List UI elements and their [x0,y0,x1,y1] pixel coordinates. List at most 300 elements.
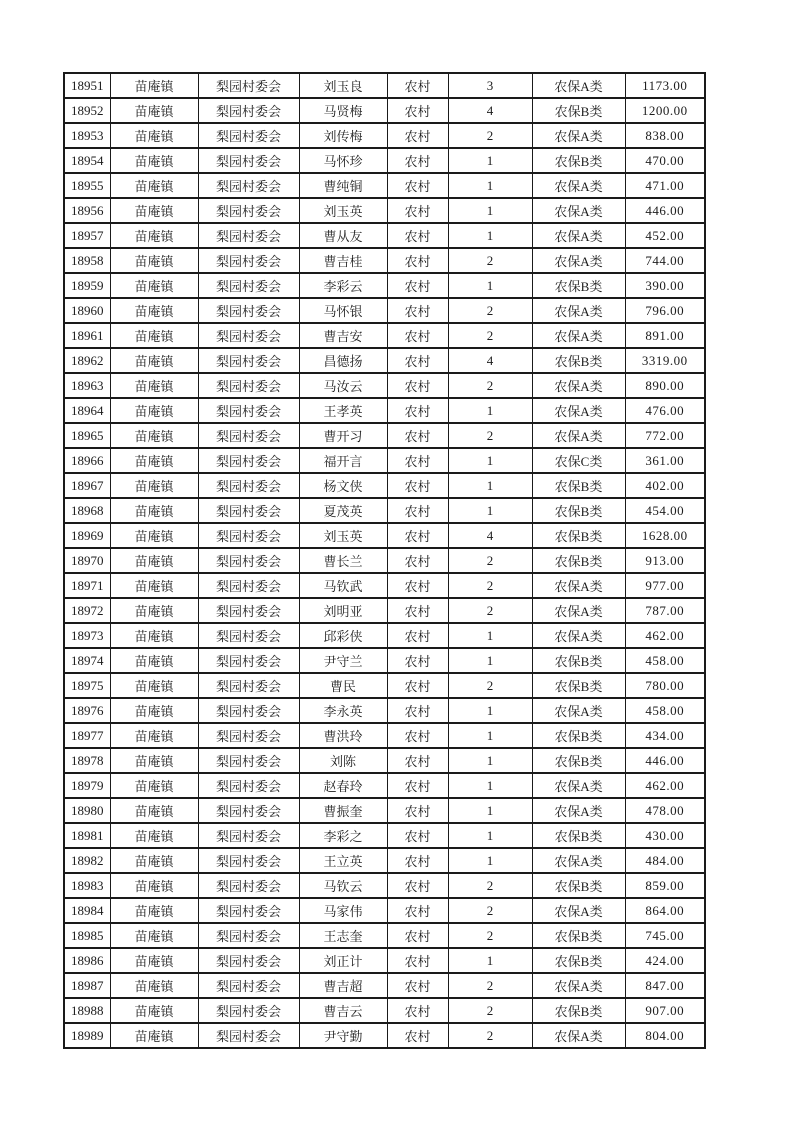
person-name-cell: 李永英 [299,698,387,723]
amount-cell: 476.00 [625,398,705,423]
town-cell: 苗庵镇 [110,598,198,623]
person-count-cell: 1 [448,748,532,773]
person-count-cell: 2 [448,923,532,948]
insurance-category-cell: 农保B类 [532,723,625,748]
village-committee-cell: 梨园村委会 [198,873,299,898]
household-type-cell: 农村 [387,598,448,623]
insurance-category-cell: 农保A类 [532,73,625,98]
serial-number-cell: 18958 [64,248,110,273]
town-cell: 苗庵镇 [110,373,198,398]
amount-cell: 907.00 [625,998,705,1023]
serial-number-cell: 18977 [64,723,110,748]
household-type-cell: 农村 [387,823,448,848]
table-row [64,323,705,348]
serial-number-cell: 18966 [64,448,110,473]
person-name-cell: 刘玉英 [299,198,387,223]
table-row [64,448,705,473]
person-count-cell: 1 [448,148,532,173]
amount-cell: 847.00 [625,973,705,998]
village-committee-cell: 梨园村委会 [198,398,299,423]
serial-number-cell: 18962 [64,348,110,373]
amount-cell: 859.00 [625,873,705,898]
town-cell: 苗庵镇 [110,823,198,848]
person-count-cell: 2 [448,248,532,273]
person-name-cell: 马家伟 [299,898,387,923]
person-count-cell: 2 [448,873,532,898]
person-name-cell: 刘正计 [299,948,387,973]
household-type-cell: 农村 [387,548,448,573]
household-type-cell: 农村 [387,923,448,948]
amount-cell: 3319.00 [625,348,705,373]
person-name-cell: 杨文侠 [299,473,387,498]
household-type-cell: 农村 [387,748,448,773]
village-committee-cell: 梨园村委会 [198,123,299,148]
household-type-cell: 农村 [387,348,448,373]
village-committee-cell: 梨园村委会 [198,598,299,623]
person-name-cell: 马钦云 [299,873,387,898]
serial-number-cell: 18980 [64,798,110,823]
town-cell: 苗庵镇 [110,798,198,823]
village-committee-cell: 梨园村委会 [198,548,299,573]
insurance-category-cell: 农保A类 [532,623,625,648]
town-cell: 苗庵镇 [110,723,198,748]
town-cell: 苗庵镇 [110,923,198,948]
household-type-cell: 农村 [387,773,448,798]
village-committee-cell: 梨园村委会 [198,823,299,848]
table-row [64,748,705,773]
serial-number-cell: 18976 [64,698,110,723]
person-name-cell: 曹吉桂 [299,248,387,273]
table-row [64,98,705,123]
amount-cell: 780.00 [625,673,705,698]
person-count-cell: 2 [448,1023,532,1048]
town-cell: 苗庵镇 [110,98,198,123]
village-committee-cell: 梨园村委会 [198,98,299,123]
insurance-category-cell: 农保A类 [532,298,625,323]
village-committee-cell: 梨园村委会 [198,623,299,648]
town-cell: 苗庵镇 [110,848,198,873]
amount-cell: 361.00 [625,448,705,473]
village-committee-cell: 梨园村委会 [198,898,299,923]
table-row [64,998,705,1023]
table-row [64,123,705,148]
person-count-cell: 2 [448,123,532,148]
person-count-cell: 1 [448,173,532,198]
serial-number-cell: 18975 [64,673,110,698]
person-count-cell: 1 [448,773,532,798]
household-type-cell: 农村 [387,623,448,648]
amount-cell: 1173.00 [625,73,705,98]
town-cell: 苗庵镇 [110,473,198,498]
table-row [64,473,705,498]
table-row [64,398,705,423]
household-type-cell: 农村 [387,998,448,1023]
village-committee-cell: 梨园村委会 [198,998,299,1023]
insurance-category-cell: 农保A类 [532,598,625,623]
insurance-category-cell: 农保B类 [532,673,625,698]
serial-number-cell: 18961 [64,323,110,348]
amount-cell: 1200.00 [625,98,705,123]
household-type-cell: 农村 [387,523,448,548]
person-name-cell: 曹振奎 [299,798,387,823]
person-name-cell: 曹吉云 [299,998,387,1023]
table-row [64,573,705,598]
serial-number-cell: 18987 [64,973,110,998]
table-body [64,73,705,1048]
person-count-cell: 1 [448,448,532,473]
town-cell: 苗庵镇 [110,423,198,448]
amount-cell: 745.00 [625,923,705,948]
person-count-cell: 4 [448,98,532,123]
table-row [64,848,705,873]
village-committee-cell: 梨园村委会 [198,373,299,398]
table-row [64,273,705,298]
household-type-cell: 农村 [387,848,448,873]
village-committee-cell: 梨园村委会 [198,473,299,498]
person-count-cell: 2 [448,973,532,998]
person-name-cell: 刘传梅 [299,123,387,148]
village-committee-cell: 梨园村委会 [198,798,299,823]
insurance-category-cell: 农保A类 [532,373,625,398]
person-name-cell: 刘陈 [299,748,387,773]
person-count-cell: 2 [448,998,532,1023]
household-type-cell: 农村 [387,723,448,748]
serial-number-cell: 18971 [64,573,110,598]
person-name-cell: 刘玉英 [299,523,387,548]
insurance-category-cell: 农保B类 [532,98,625,123]
table-row [64,973,705,998]
person-count-cell: 1 [448,623,532,648]
person-name-cell: 马汝云 [299,373,387,398]
household-type-cell: 农村 [387,223,448,248]
person-count-cell: 1 [448,473,532,498]
amount-cell: 744.00 [625,248,705,273]
person-name-cell: 马钦武 [299,573,387,598]
table-row [64,298,705,323]
village-committee-cell: 梨园村委会 [198,723,299,748]
village-committee-cell: 梨园村委会 [198,948,299,973]
amount-cell: 478.00 [625,798,705,823]
table-row [64,723,705,748]
town-cell: 苗庵镇 [110,173,198,198]
serial-number-cell: 18981 [64,823,110,848]
serial-number-cell: 18955 [64,173,110,198]
amount-cell: 471.00 [625,173,705,198]
person-count-cell: 1 [448,698,532,723]
person-name-cell: 李彩云 [299,273,387,298]
table-row [64,198,705,223]
person-name-cell: 王志奎 [299,923,387,948]
village-committee-cell: 梨园村委会 [198,648,299,673]
person-count-cell: 2 [448,548,532,573]
amount-cell: 470.00 [625,148,705,173]
amount-cell: 446.00 [625,748,705,773]
town-cell: 苗庵镇 [110,248,198,273]
amount-cell: 804.00 [625,1023,705,1048]
household-type-cell: 农村 [387,473,448,498]
village-committee-cell: 梨园村委会 [198,198,299,223]
insurance-category-cell: 农保B类 [532,348,625,373]
table-row [64,148,705,173]
village-committee-cell: 梨园村委会 [198,498,299,523]
insurance-category-cell: 农保A类 [532,848,625,873]
person-name-cell: 尹守兰 [299,648,387,673]
household-type-cell: 农村 [387,273,448,298]
person-count-cell: 2 [448,598,532,623]
village-committee-cell: 梨园村委会 [198,773,299,798]
insurance-category-cell: 农保A类 [532,698,625,723]
insurance-category-cell: 农保A类 [532,898,625,923]
serial-number-cell: 18985 [64,923,110,948]
household-type-cell: 农村 [387,248,448,273]
household-type-cell: 农村 [387,73,448,98]
household-type-cell: 农村 [387,1023,448,1048]
household-type-cell: 农村 [387,948,448,973]
table-row [64,798,705,823]
town-cell: 苗庵镇 [110,948,198,973]
insurance-category-cell: 农保A类 [532,973,625,998]
insurance-category-cell: 农保A类 [532,198,625,223]
table-row [64,373,705,398]
person-count-cell: 1 [448,498,532,523]
amount-cell: 890.00 [625,373,705,398]
person-name-cell: 福开言 [299,448,387,473]
insurance-category-cell: 农保A类 [532,773,625,798]
person-count-cell: 2 [448,423,532,448]
village-committee-cell: 梨园村委会 [198,923,299,948]
town-cell: 苗庵镇 [110,648,198,673]
serial-number-cell: 18978 [64,748,110,773]
town-cell: 苗庵镇 [110,448,198,473]
table-row [64,548,705,573]
person-count-cell: 1 [448,273,532,298]
serial-number-cell: 18983 [64,873,110,898]
person-count-cell: 1 [448,398,532,423]
village-committee-cell: 梨园村委会 [198,73,299,98]
town-cell: 苗庵镇 [110,573,198,598]
amount-cell: 1628.00 [625,523,705,548]
amount-cell: 796.00 [625,298,705,323]
town-cell: 苗庵镇 [110,348,198,373]
amount-cell: 462.00 [625,623,705,648]
person-name-cell: 李彩之 [299,823,387,848]
serial-number-cell: 18952 [64,98,110,123]
amount-cell: 424.00 [625,948,705,973]
household-type-cell: 农村 [387,698,448,723]
serial-number-cell: 18963 [64,373,110,398]
village-committee-cell: 梨园村委会 [198,148,299,173]
town-cell: 苗庵镇 [110,148,198,173]
table-row [64,873,705,898]
town-cell: 苗庵镇 [110,273,198,298]
table-row [64,173,705,198]
person-name-cell: 马怀珍 [299,148,387,173]
serial-number-cell: 18972 [64,598,110,623]
table-row [64,698,705,723]
amount-cell: 430.00 [625,823,705,848]
person-name-cell: 昌德扬 [299,348,387,373]
table-row [64,223,705,248]
serial-number-cell: 18967 [64,473,110,498]
person-name-cell: 曹从友 [299,223,387,248]
village-committee-cell: 梨园村委会 [198,973,299,998]
town-cell: 苗庵镇 [110,773,198,798]
serial-number-cell: 18968 [64,498,110,523]
town-cell: 苗庵镇 [110,748,198,773]
town-cell: 苗庵镇 [110,198,198,223]
amount-cell: 484.00 [625,848,705,873]
town-cell: 苗庵镇 [110,973,198,998]
person-count-cell: 4 [448,523,532,548]
serial-number-cell: 18984 [64,898,110,923]
village-committee-cell: 梨园村委会 [198,298,299,323]
insurance-category-cell: 农保A类 [532,173,625,198]
table-row [64,248,705,273]
serial-number-cell: 18960 [64,298,110,323]
table-row [64,898,705,923]
table-row [64,948,705,973]
person-count-cell: 2 [448,673,532,698]
insurance-records-table [63,72,706,1049]
person-count-cell: 2 [448,898,532,923]
village-committee-cell: 梨园村委会 [198,223,299,248]
insurance-category-cell: 农保A类 [532,1023,625,1048]
household-type-cell: 农村 [387,498,448,523]
serial-number-cell: 18965 [64,423,110,448]
amount-cell: 402.00 [625,473,705,498]
household-type-cell: 农村 [387,648,448,673]
insurance-category-cell: 农保B类 [532,548,625,573]
table-row [64,823,705,848]
amount-cell: 838.00 [625,123,705,148]
insurance-category-cell: 农保B类 [532,473,625,498]
town-cell: 苗庵镇 [110,323,198,348]
person-name-cell: 曹长兰 [299,548,387,573]
amount-cell: 787.00 [625,598,705,623]
table-row [64,623,705,648]
town-cell: 苗庵镇 [110,673,198,698]
table-row [64,598,705,623]
person-name-cell: 赵春玲 [299,773,387,798]
serial-number-cell: 18979 [64,773,110,798]
insurance-category-cell: 农保B类 [532,498,625,523]
serial-number-cell: 18970 [64,548,110,573]
town-cell: 苗庵镇 [110,73,198,98]
village-committee-cell: 梨园村委会 [198,1023,299,1048]
insurance-category-cell: 农保C类 [532,448,625,473]
serial-number-cell: 18957 [64,223,110,248]
household-type-cell: 农村 [387,423,448,448]
insurance-category-cell: 农保A类 [532,798,625,823]
table-row [64,1023,705,1048]
village-committee-cell: 梨园村委会 [198,698,299,723]
amount-cell: 977.00 [625,573,705,598]
table-row [64,648,705,673]
insurance-category-cell: 农保B类 [532,523,625,548]
insurance-category-cell: 农保B类 [532,748,625,773]
village-committee-cell: 梨园村委会 [198,273,299,298]
person-count-cell: 1 [448,823,532,848]
person-count-cell: 2 [448,298,532,323]
amount-cell: 772.00 [625,423,705,448]
insurance-category-cell: 农保A类 [532,223,625,248]
table-row [64,348,705,373]
insurance-category-cell: 农保A类 [532,398,625,423]
serial-number-cell: 18973 [64,623,110,648]
amount-cell: 462.00 [625,773,705,798]
village-committee-cell: 梨园村委会 [198,448,299,473]
person-count-cell: 1 [448,798,532,823]
insurance-category-cell: 农保B类 [532,998,625,1023]
person-name-cell: 王孝英 [299,398,387,423]
village-committee-cell: 梨园村委会 [198,848,299,873]
town-cell: 苗庵镇 [110,548,198,573]
table-row [64,423,705,448]
serial-number-cell: 18986 [64,948,110,973]
household-type-cell: 农村 [387,98,448,123]
person-name-cell: 曹吉安 [299,323,387,348]
person-count-cell: 3 [448,73,532,98]
amount-cell: 446.00 [625,198,705,223]
household-type-cell: 农村 [387,198,448,223]
amount-cell: 454.00 [625,498,705,523]
person-name-cell: 马贤梅 [299,98,387,123]
insurance-category-cell: 农保A类 [532,248,625,273]
village-committee-cell: 梨园村委会 [198,673,299,698]
insurance-category-cell: 农保A类 [532,423,625,448]
person-name-cell: 曹民 [299,673,387,698]
village-committee-cell: 梨园村委会 [198,423,299,448]
serial-number-cell: 18969 [64,523,110,548]
town-cell: 苗庵镇 [110,898,198,923]
person-count-cell: 4 [448,348,532,373]
town-cell: 苗庵镇 [110,298,198,323]
town-cell: 苗庵镇 [110,698,198,723]
person-count-cell: 1 [448,648,532,673]
serial-number-cell: 18988 [64,998,110,1023]
town-cell: 苗庵镇 [110,998,198,1023]
insurance-category-cell: 农保B类 [532,873,625,898]
table-row [64,673,705,698]
household-type-cell: 农村 [387,373,448,398]
table-row [64,523,705,548]
serial-number-cell: 18954 [64,148,110,173]
serial-number-cell: 18951 [64,73,110,98]
table-row [64,73,705,98]
amount-cell: 891.00 [625,323,705,348]
insurance-category-cell: 农保B类 [532,148,625,173]
person-count-cell: 1 [448,848,532,873]
household-type-cell: 农村 [387,123,448,148]
insurance-category-cell: 农保A类 [532,123,625,148]
amount-cell: 452.00 [625,223,705,248]
person-count-cell: 1 [448,723,532,748]
town-cell: 苗庵镇 [110,523,198,548]
insurance-category-cell: 农保B类 [532,648,625,673]
household-type-cell: 农村 [387,798,448,823]
person-name-cell: 尹守勤 [299,1023,387,1048]
person-name-cell: 曹吉超 [299,973,387,998]
insurance-category-cell: 农保A类 [532,323,625,348]
household-type-cell: 农村 [387,973,448,998]
person-name-cell: 王立英 [299,848,387,873]
person-count-cell: 2 [448,373,532,398]
person-count-cell: 2 [448,323,532,348]
village-committee-cell: 梨园村委会 [198,748,299,773]
town-cell: 苗庵镇 [110,873,198,898]
person-name-cell: 刘明亚 [299,598,387,623]
serial-number-cell: 18959 [64,273,110,298]
